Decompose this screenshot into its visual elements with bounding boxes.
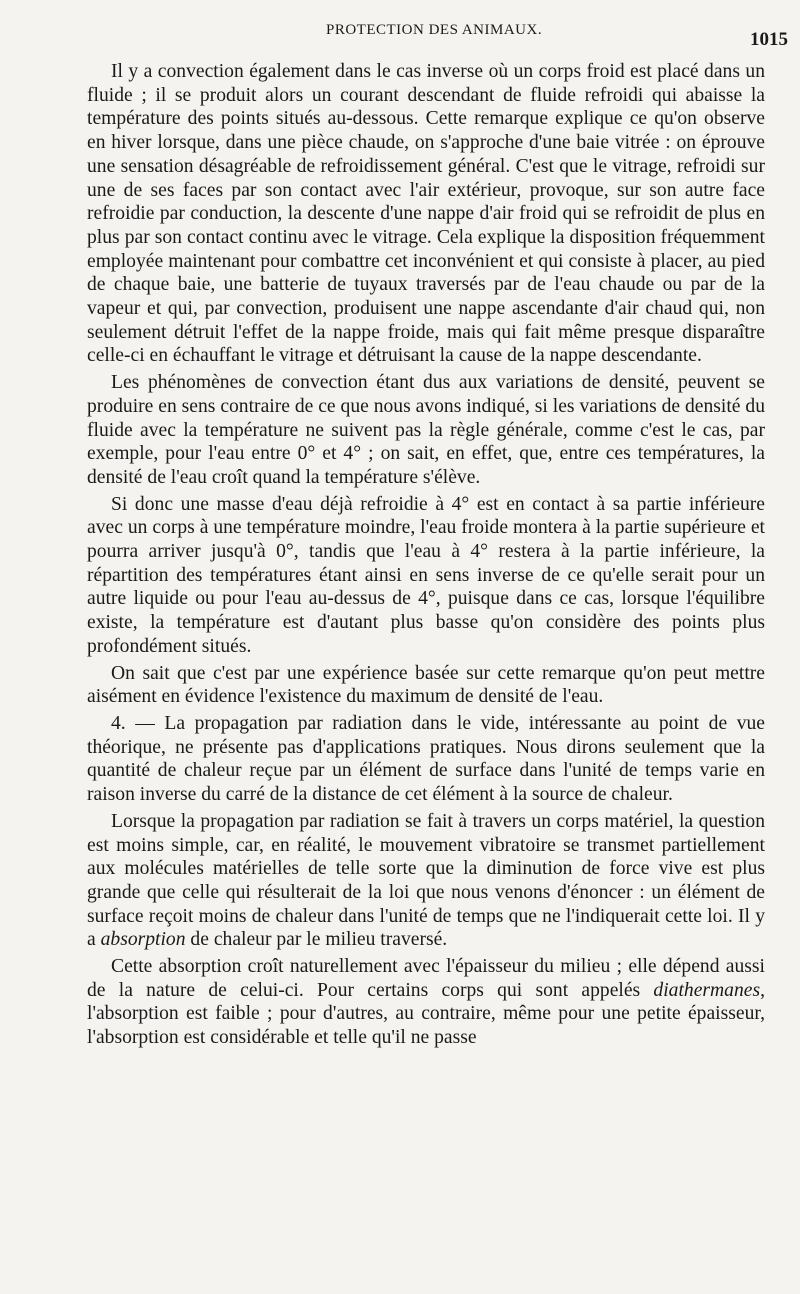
paragraph-max-density: On sait que c'est par une expérience basée sur cette remarque qu'on peut mettre aisément en évidence l'existence du maximum de densité de l'eau. bbox=[87, 662, 765, 708]
paragraph-text: de chaleur par le milieu traversé. bbox=[185, 929, 448, 951]
page-header bbox=[0, 22, 800, 52]
paragraph-water-cooling: Si donc une masse d'eau déjà refroidie à 4° est en contact à sa partie inférieure avec un corps à une température moindre, l'eau froide montera à la partie supérieure et pourra arriver jusqu'à 0°, tandis que l'eau à 4° restera à la partie inférieure, la répartition des températures étant ainsi en sens inverse de ce qu'elle serait pour un autre liquide ou pour l'eau au-dessus de 4°, puisque dans ce cas, lorsque l'équilibre existe, la température est d'autant plus basse qu'on considère des points plus profondément situés. bbox=[87, 493, 765, 657]
page-number: 1015 bbox=[750, 29, 788, 50]
paragraph-text: , l'absorption est faible ; pour d'autres, au contraire, même pour une petite épaisseur, l'absorption est considérable et telle qu'il ne passe bbox=[87, 979, 765, 1049]
running-title: PROTECTION DES ANIMAUX. bbox=[326, 22, 543, 38]
paragraph-radiation-vacuum: 4. — La propagation par radiation dans le vide, intéressante au point de vue théorique, ne présente pas d'applications pratiques. Nous dirons seulement que la quantité de chaleur reçue par un élément de surface dans l'unité de temps varie en raison inverse du carré de la distance de cet élément à la source de chaleur. bbox=[87, 712, 765, 806]
paragraph-absorption bbox=[87, 955, 765, 1050]
paragraph-text: Lorsque la propagation par radiation se fait à travers un corps matériel, la question est moins simple, car, en réalité, le mouvement vibratoire se transmet partiellement aux molécules matérielles de telle sorte que la diminution de force vive est plus grande que celle qui résulterait de la loi que nous venons d'énoncer : un élément de surface reçoit moins de chaleur dans l'unité de temps que ne l'indiquerait cette loi. Il y a bbox=[87, 810, 765, 951]
body-text bbox=[87, 60, 765, 1053]
paragraph-convection-inverse: Il y a convection également dans le cas inverse où un corps froid est placé dans un fluide ; il se produit alors un courant descendant de fluide refroidi qui abaisse la température des points situés au-dessous. Cette remarque explique ce qu'on observe en hiver lorsque, dans une pièce chaude, on s'approche d'une baie vitrée : on éprouve une sensation désagréable de refroidissement général. C'est que le vitrage, refroidi sur une de ses faces par son contact avec l'air extérieur, provoque, sur son autre face refroidie par conduction, la descente d'une nappe d'air froid qui se refroidit de plus en plus par son contact continu avec le vitrage. Cela explique la disposition fréquemment employée maintenant pour combattre cet inconvénient et qui consiste à placer, au pied de chaque baie, une batterie de tuyaux traversés par de l'eau chaude ou par de la vapeur et qui, par convection, produisent une nappe ascendante d'air chaud qui, non seulement détruit l'effet de la nappe froide, mais qui fait même presque disparaître celle-ci en échauffant le vitrage et détruisant la cause de la nappe descendante. bbox=[87, 61, 765, 367]
emphasis-term: diathermanes bbox=[653, 979, 761, 1001]
paragraph-density-variations: Les phénomènes de convection étant dus aux variations de densité, peuvent se produire en sens contraire de ce que nous avons indiqué, si les variations de densité du fluide avec la température ne suivent pas la règle générale, comme c'est le cas, par exemple, pour l'eau entre 0° et 4° ; on sait, en effet, que, entre ces températures, la densité de l'eau croît quand la température s'élève. bbox=[87, 372, 765, 488]
emphasis-term: absorption bbox=[100, 929, 186, 951]
paragraph-text: Cette absorption croît naturellement avec l'épaisseur du milieu ; elle dépend aussi de la nature de celui-ci. Pour certains corps qui sont appelés bbox=[87, 956, 765, 1001]
paragraph-radiation-material bbox=[87, 810, 765, 952]
